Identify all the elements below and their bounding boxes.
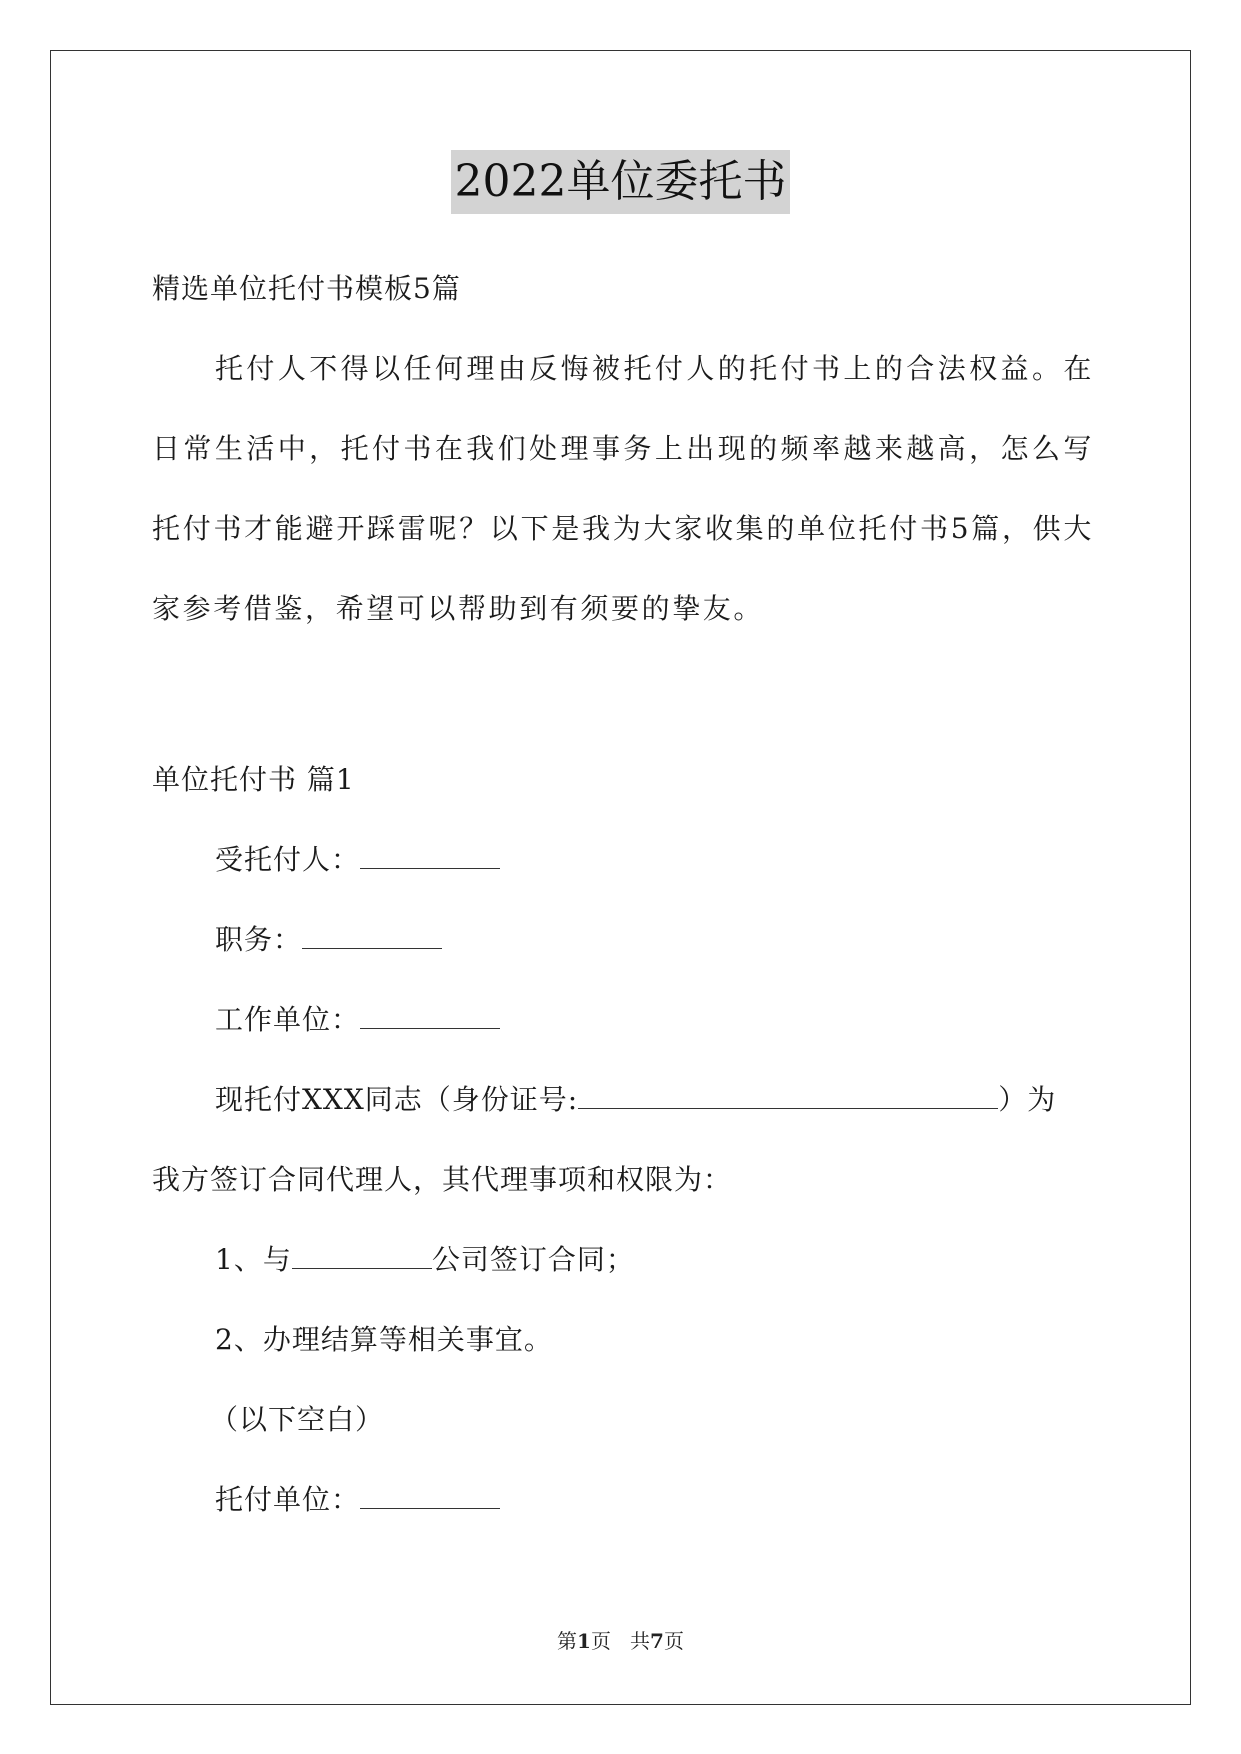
- trustee-label: 受托付人：: [215, 843, 361, 876]
- trustee-blank: [360, 844, 500, 869]
- authorize-suffix: ）为: [998, 1083, 1057, 1116]
- section-heading: 单位托付书 篇1: [152, 763, 355, 796]
- document-title: 2022单位委托书: [451, 150, 791, 214]
- page-suffix: 页: [663, 1629, 684, 1653]
- id-number-blank: [578, 1084, 998, 1109]
- entrusting-unit-row: [215, 1480, 500, 1520]
- position-blank: [302, 924, 442, 949]
- item-1-prefix: 1、与: [215, 1243, 292, 1276]
- page-prefix: 第: [557, 1629, 578, 1653]
- title-container: [0, 150, 1241, 214]
- document-subtitle: 精选单位托付书模板5篇: [152, 272, 461, 305]
- workplace-label: 工作单位：: [215, 1003, 361, 1036]
- item-1-row: [215, 1240, 635, 1280]
- company-blank: [292, 1244, 432, 1269]
- item-2: 2、办理结算等相关事宜。: [215, 1323, 553, 1356]
- authorize-prefix: 现托付XXX同志（身份证号:: [215, 1083, 579, 1116]
- authorize-line2: 我方签订合同代理人，其代理事项和权限为：: [152, 1163, 733, 1196]
- trustee-row: [215, 840, 500, 880]
- position-label: 职务：: [215, 923, 303, 956]
- entrusting-unit-blank: [360, 1484, 500, 1509]
- page-number: 1: [577, 1629, 591, 1653]
- page-mid: 页 共: [590, 1629, 651, 1653]
- page-total: 7: [650, 1629, 664, 1653]
- intro-paragraph: 托付人不得以任何理由反悔被托付人的托付书上的合法权益。在日常生活中，托付书在我们处理事务上出现的频率越来越高，怎么写托付书才能避开踩雷呢？以下是我为大家收集的单位托付书5篇，供大家参考借鉴，希望可以帮助到有须要的挚友。: [152, 352, 1094, 625]
- page-footer: [0, 1627, 1241, 1655]
- blank-note: （以下空白）: [210, 1403, 385, 1436]
- position-row: [215, 920, 442, 960]
- workplace-blank: [360, 1004, 500, 1029]
- authorize-row: [215, 1080, 1056, 1120]
- entrusting-unit-label: 托付单位：: [215, 1483, 361, 1516]
- workplace-row: [215, 1000, 500, 1040]
- item-1-suffix: 公司签订合同；: [431, 1243, 635, 1276]
